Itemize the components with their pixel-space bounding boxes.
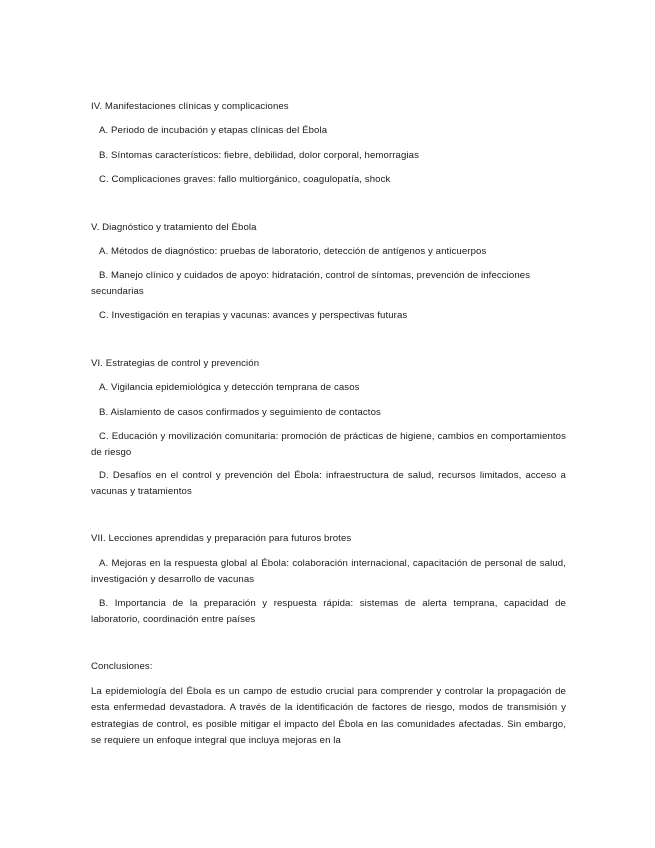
- section-iv-item-a: A. Periodo de incubación y etapas clínicas del Ébola: [99, 125, 328, 136]
- section-vi-item-d: D. Desafíos en el control y prevención del Ébola: infraestructura de salud, recursos limitados, acceso a vacunas y tratamientos: [91, 470, 566, 497]
- section-vi-item-b: B. Aislamiento de casos confirmados y seguimiento de contactos: [99, 407, 381, 418]
- section-v-item-a: A. Métodos de diagnóstico: pruebas de laboratorio, detección de antígenos y anticuerpos: [99, 246, 487, 257]
- section-v-item-c: C. Investigación en terapias y vacunas: avances y perspectivas futuras: [99, 310, 408, 321]
- section-vi-item-a: A. Vigilancia epidemiológica y detección temprana de casos: [99, 382, 360, 393]
- section-vii-item-a: A. Mejoras en la respuesta global al Ébola: colaboración internacional, capacitación de personal de salud, investigación y desarrollo de vacunas: [91, 558, 566, 585]
- section-v-item-b: B. Manejo clínico y cuidados de apoyo: hidratación, control de síntomas, prevención de infecciones secundarias: [91, 270, 531, 297]
- section-iv-item-c: C. Complicaciones graves: fallo multiorgánico, coagulopatía, shock: [99, 174, 391, 185]
- conclusions-heading: Conclusiones:: [91, 661, 153, 672]
- section-heading-iv: IV. Manifestaciones clínicas y complicaciones: [91, 101, 289, 112]
- section-vi-item-c: C. Educación y movilización comunitaria: promoción de prácticas de higiene, cambios en comportamientos de riesgo: [91, 431, 566, 458]
- section-heading-v: V. Diagnóstico y tratamiento del Ébola: [91, 222, 257, 233]
- section-vii-item-b: B. Importancia de la preparación y respuesta rápida: sistemas de alerta temprana, capacidad de laboratorio, coordinación entre países: [91, 598, 566, 625]
- conclusions-paragraph: La epidemiología del Ébola es un campo de estudio crucial para comprender y controlar la propagación de esta enfermedad devastadora. A través de la identificación de factores de riesgo, modos de transmisión y estrategias de control, es posible mitigar el impacto del Ébola en las comunidades afectadas. Sin embargo, se requiere un enfoque integral que incluya mejoras en la: [91, 686, 566, 747]
- section-iv-item-b: B. Síntomas característicos: fiebre, debilidad, dolor corporal, hemorragias: [99, 150, 419, 161]
- section-heading-vii: VII. Lecciones aprendidas y preparación para futuros brotes: [91, 533, 352, 544]
- section-heading-vi: VI. Estrategias de control y prevención: [91, 358, 260, 369]
